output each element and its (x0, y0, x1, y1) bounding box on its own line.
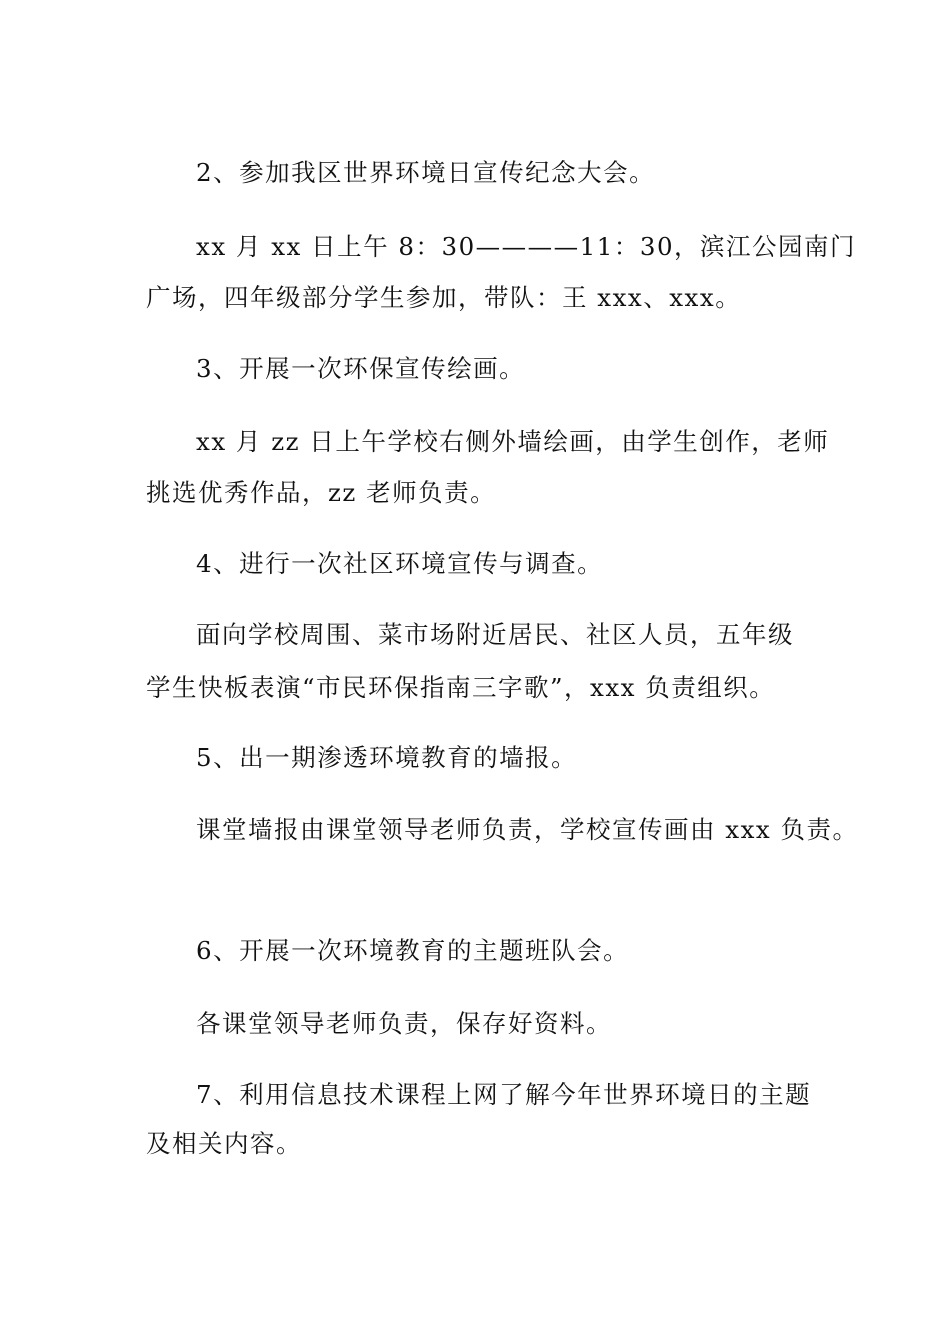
item-6-line-1: 各课堂领导老师负责，保存好资料。 (196, 1009, 612, 1038)
item-3-heading: 3、开展一次环保宣传绘画。 (196, 354, 526, 383)
item-6-heading: 6、开展一次环境教育的主题班队会。 (196, 936, 630, 965)
item-3-line-2: 挑选优秀作品，zz 老师负责。 (146, 478, 497, 507)
item-7-heading: 7、利用信息技术课程上网了解今年世界环境日的主题 (196, 1080, 812, 1109)
item-2-line-2: 广场，四年级部分学生参加，带队：王 xxx、xxx。 (146, 283, 742, 312)
item-2-heading: 2、参加我区世界环境日宣传纪念大会。 (196, 158, 656, 187)
item-5-heading: 5、出一期渗透环境教育的墙报。 (196, 743, 578, 772)
item-5-line-1: 课堂墙报由课堂领导老师负责，学校宣传画由 xxx 负责。 (196, 815, 859, 844)
item-2-line-1: xx 月 xx 日上午 8：30————11：30，滨江公园南门 (196, 232, 857, 261)
item-4-line-1: 面向学校周围、菜市场附近居民、社区人员，五年级 (196, 620, 794, 649)
item-3-line-1: xx 月 zz 日上午学校右侧外墙绘画，由学生创作，老师 (196, 427, 830, 456)
item-7-line-1: 及相关内容。 (146, 1129, 302, 1158)
item-4-heading: 4、进行一次社区环境宣传与调查。 (196, 549, 604, 578)
item-4-line-2: 学生快板表演“市民环保指南三字歌”，xxx 负责组织。 (146, 673, 776, 702)
